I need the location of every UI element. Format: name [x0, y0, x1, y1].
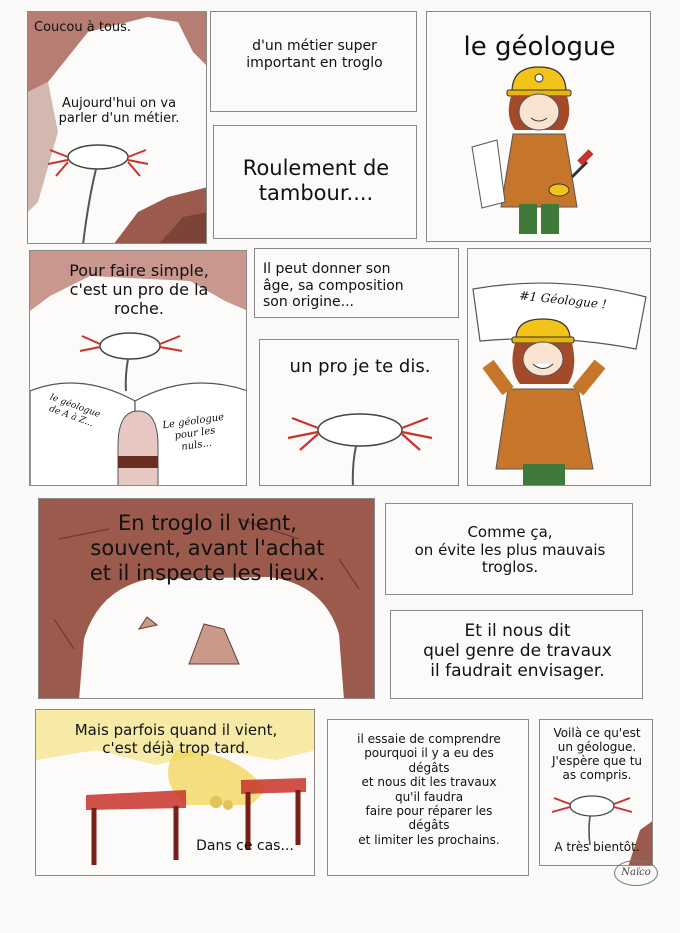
panel-3 — [213, 125, 417, 239]
panel-14 — [539, 719, 653, 866]
panel-6 — [254, 248, 459, 318]
panel-14-farewell: A très bientôt. — [554, 840, 640, 854]
panel-12-caption: Mais parfois quand il vient, c'est déjà trop tard. — [74, 721, 278, 757]
panel-4 — [426, 11, 651, 242]
panel-12 — [35, 709, 315, 876]
panel-13 — [327, 719, 529, 876]
book-right-title: Le géologue pour les nuls... — [161, 411, 225, 453]
panel-3-caption: Roulement de tambour.... — [242, 156, 390, 205]
panel-10-caption: Comme ça, on évite les plus mauvais troglos. — [414, 523, 606, 577]
panel-11-caption: Et il nous dit quel genre de travaux il faudrait envisager. — [423, 621, 612, 682]
panel-13-caption: il essaie de comprendre pourquoi il y a eu des dégâts et nous dit les travaux qu'il faudra faire pour réparer les dégâts et limiter les prochains. — [357, 732, 501, 847]
panel-8-sign: #1 Géologue ! — [518, 288, 608, 312]
panel-7-caption: un pro je te dis. — [289, 356, 431, 377]
panel-12-bottom-caption: Dans ce cas... — [196, 838, 294, 854]
panel-4-title: le géologue — [463, 32, 616, 62]
panel-5 — [29, 250, 247, 486]
panel-14-caption: Voilà ce qu'est un géologue. J'espère que tu as compris. — [551, 726, 643, 783]
panel-9-caption: En troglo il vient, souvent, avant l'achat et il inspecte les lieux. — [89, 511, 326, 585]
panel-1-caption: Aujourd'hui on va parler d'un métier. — [58, 96, 180, 127]
panel-1 — [27, 11, 207, 244]
book-left-title: le géologue de A à Z... — [47, 392, 102, 429]
geologist-with-sign — [468, 249, 651, 486]
panel-7 — [259, 339, 459, 486]
panel-9 — [38, 498, 375, 699]
cave-rock-illustration — [28, 12, 207, 244]
geologist-character — [427, 12, 651, 242]
panel-8 — [467, 248, 651, 486]
panel-11 — [390, 610, 643, 699]
panel-2 — [210, 11, 417, 112]
panel-1-greeting: Coucou à tous. — [34, 20, 132, 35]
panel-10 — [385, 503, 633, 595]
panel-6-caption: Il peut donner son âge, sa composition son origine... — [263, 261, 404, 311]
panel-5-caption: Pour faire simple, c'est un pro de la roche. — [69, 261, 209, 318]
panel-2-caption: d'un métier super important en troglo — [246, 38, 383, 71]
artist-signature: Naïco — [614, 860, 658, 886]
